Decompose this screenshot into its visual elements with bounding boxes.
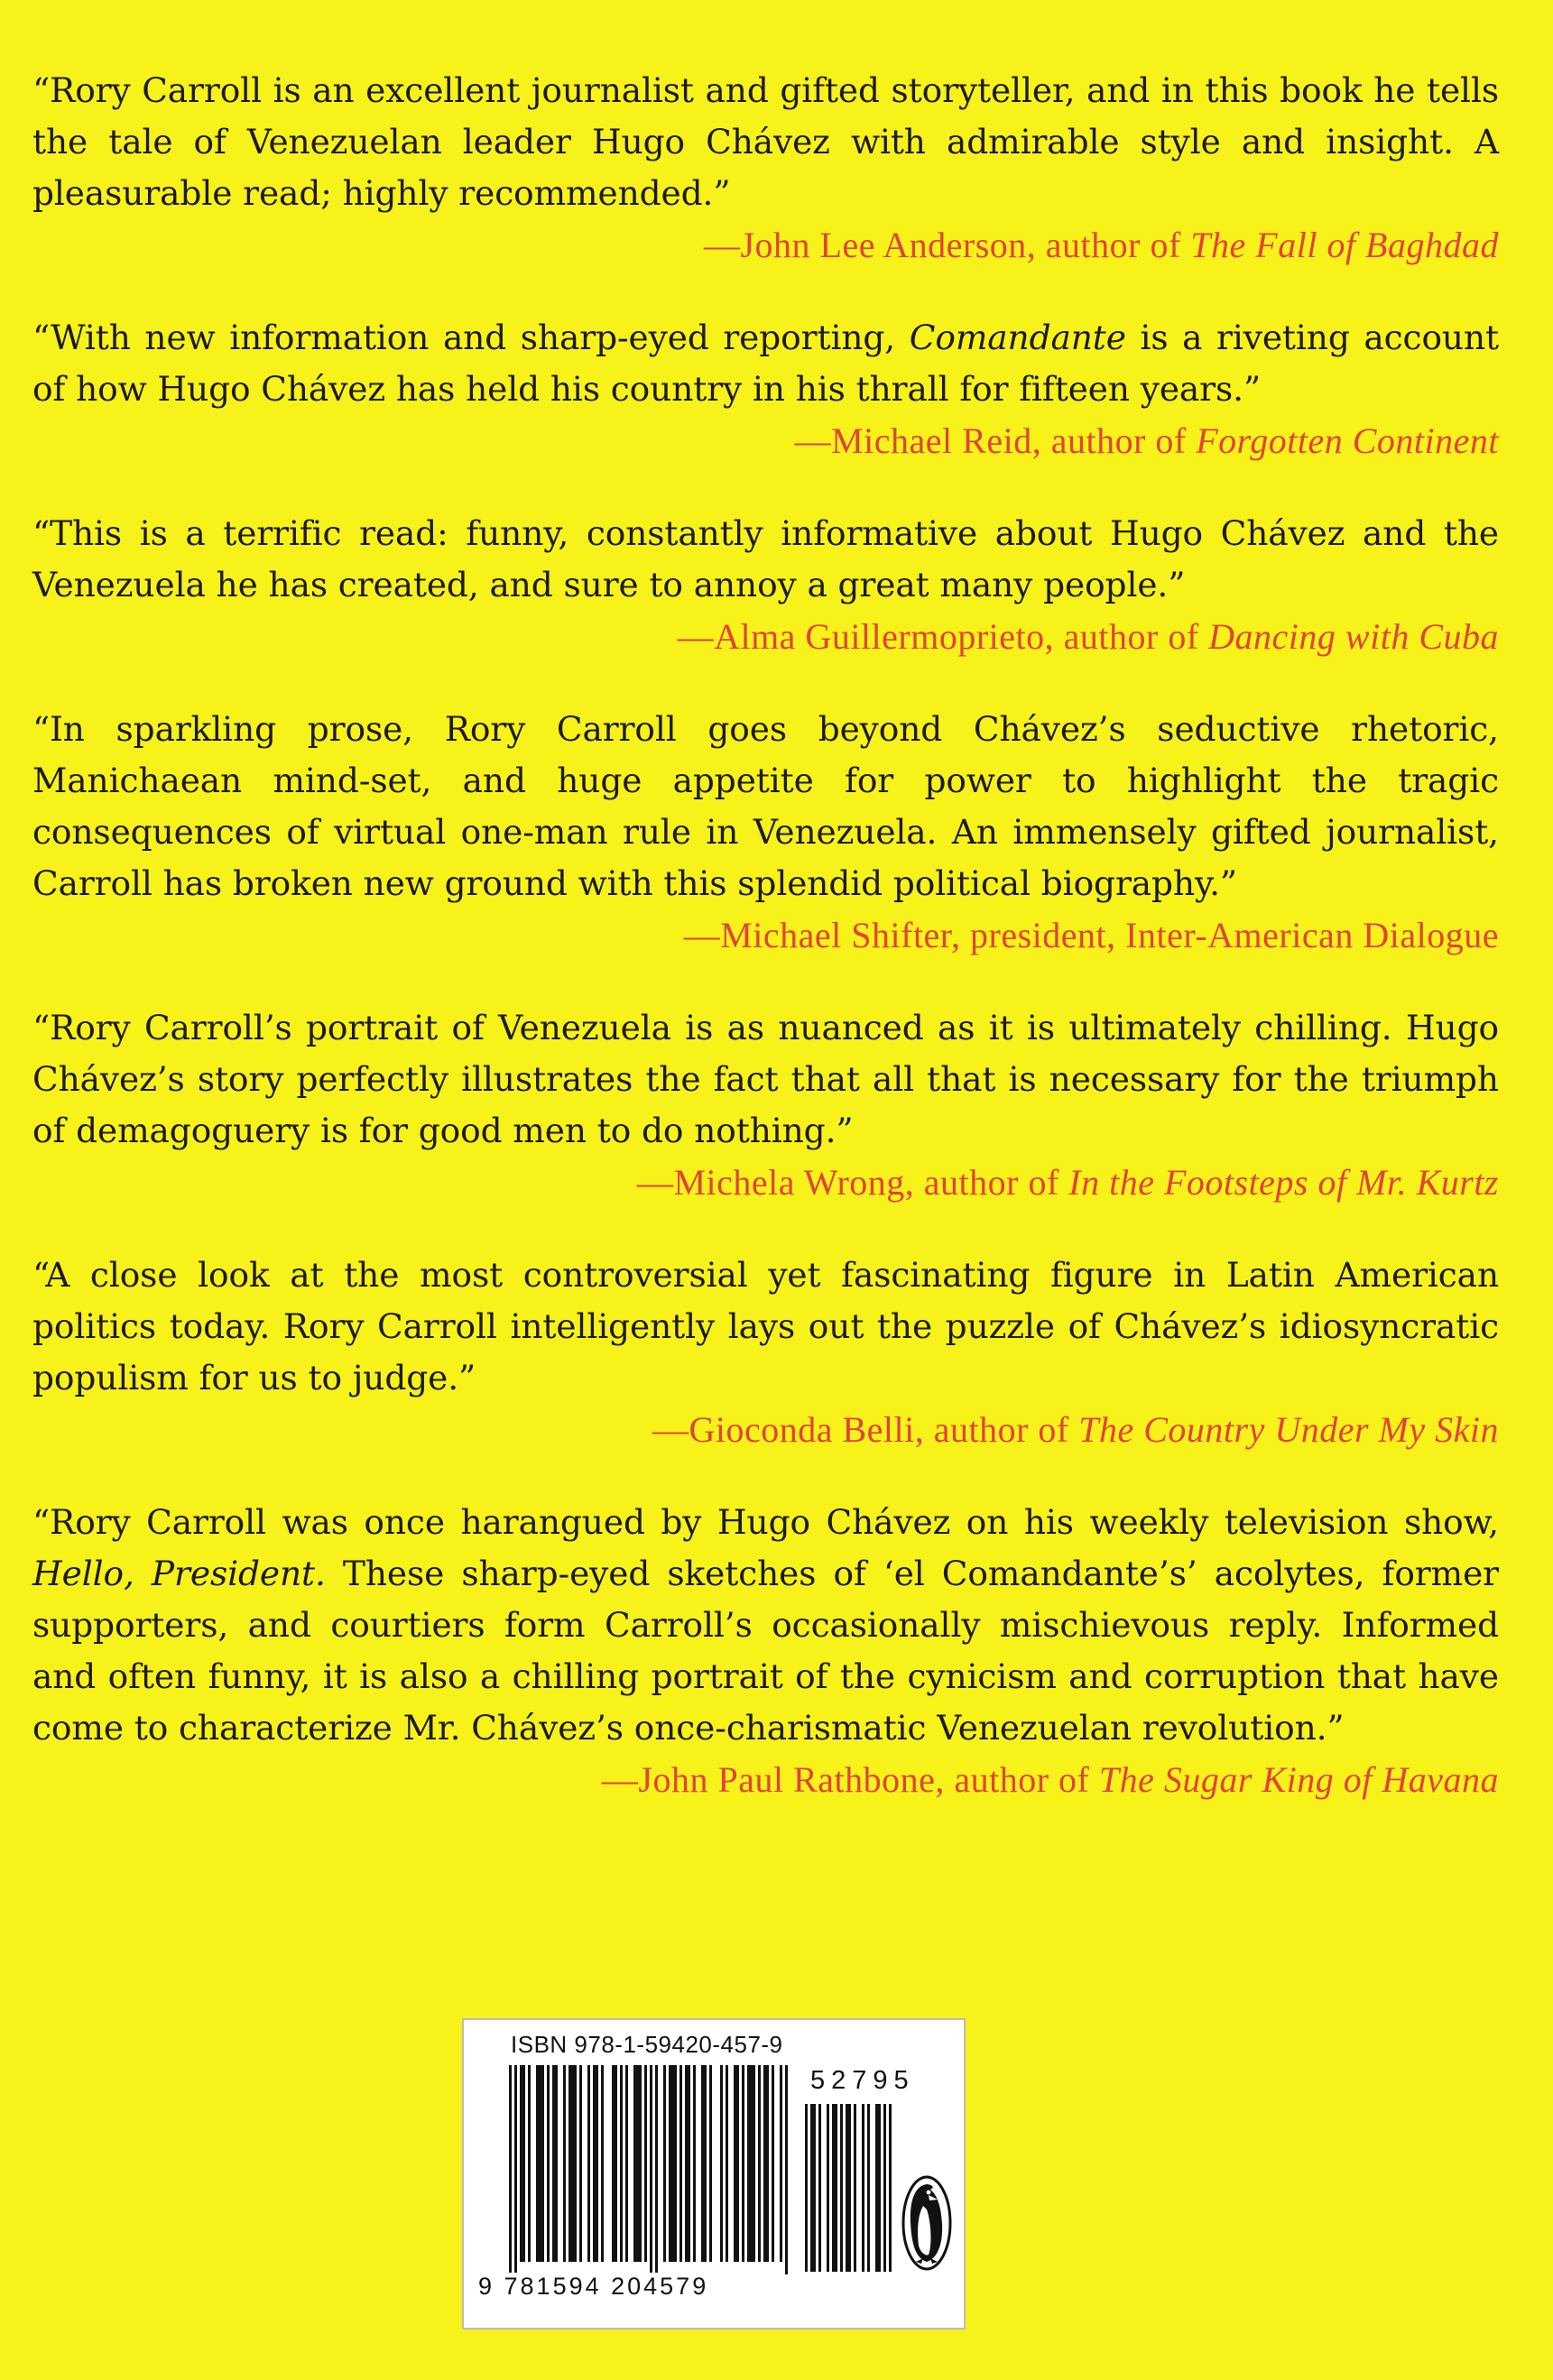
blurb-attribution <box>32 219 1499 271</box>
attribution-book: Dancing with Cuba <box>1208 616 1499 657</box>
blurb-quote <box>32 1497 1499 1754</box>
blurb-shifter <box>32 704 1499 961</box>
isbn-barcode-box <box>462 2018 966 2329</box>
attribution-author: —Alma Guillermoprieto, author of <box>677 616 1209 657</box>
attribution-author: —Gioconda Belli, author of <box>652 1409 1079 1450</box>
attribution-book: Forgotten Continent <box>1196 420 1499 461</box>
attribution-book: The Fall of Baghdad <box>1190 225 1499 265</box>
price-addon-digits: 52795 <box>810 2066 915 2095</box>
blurb-quote <box>32 312 1499 415</box>
quote-part: is a riveting account of how Hugo Chávez has held his country in his thrall for fifteen years.” <box>32 318 1499 409</box>
blurb-belli <box>32 1250 1499 1455</box>
penguin-logo-icon <box>901 2175 952 2271</box>
blurb-anderson <box>32 65 1499 271</box>
quote-part: These sharp-eyed sketches of ‘el Comandante’s’ acolytes, former supporters, and courtiers form Carroll’s occasionally mischievous reply. Informed and often funny, it is also a chilling portrait of the cynicism and corruption that have come to characterize Mr. Chávez’s once-charismatic Venezuelan revolution.” <box>32 1554 1500 1748</box>
quote-part: “With new information and sharp-eyed reporting, <box>32 318 910 357</box>
blurb-guillermoprieto <box>32 508 1499 662</box>
blurb-attribution <box>32 1754 1499 1805</box>
quote-book-title: Comandante <box>909 318 1126 357</box>
blurb-attribution <box>32 611 1499 662</box>
isbn-label: ISBN 978-1-59420-457-9 <box>511 2031 783 2058</box>
blurb-reid <box>32 312 1499 466</box>
blurb-rathbone <box>32 1497 1499 1805</box>
attribution-book: The Country Under My Skin <box>1078 1409 1499 1450</box>
attribution-author: —John Paul Rathbone, author of <box>601 1759 1099 1800</box>
attribution-author: —John Lee Anderson, author of <box>703 225 1191 265</box>
attribution-book: In the Footsteps of Mr. Kurtz <box>1068 1162 1499 1203</box>
quote-show-title: Hello, President. <box>32 1554 326 1593</box>
blurb-quote: “Rory Carroll’s portrait of Venezuela is as nuanced as it is ultimately chilling. Hugo Chávez’s story perfectly illustrates the fact that all that is necessary for the triumph of demagoguery is for good men to do nothing.” <box>32 1008 1499 1150</box>
barcode-number: 9 781594 204579 <box>478 2273 709 2300</box>
blurb-attribution <box>32 1404 1499 1455</box>
attribution-author: —Michael Reid, author of <box>794 420 1197 461</box>
quote-part: “Rory Carroll was once harangued by Hugo Chávez on his weekly television show, <box>32 1502 1499 1542</box>
blurb-attribution <box>32 1157 1499 1208</box>
blurb-wrong <box>32 1002 1499 1208</box>
blurb-list <box>32 65 1499 1847</box>
attribution-book: The Sugar King of Havana <box>1098 1759 1499 1800</box>
blurb-quote: “A close look at the most controversial yet fascinating figure in Latin American politics today. Rory Carroll intelligently lays out the puzzle of Chávez’s idiosyncratic populism for us to judge.” <box>32 1255 1499 1398</box>
blurb-quote: “This is a terrific read: funny, constantly informative about Hugo Chávez and the Venezuela he has created, and sure to annoy a great many people.” <box>32 513 1499 604</box>
blurb-attribution <box>32 415 1499 466</box>
attribution-author: —Michael Shifter, president, Inter-American Dialogue <box>683 915 1499 955</box>
ean-barcode <box>509 2065 798 2274</box>
price-addon-barcode <box>805 2104 892 2272</box>
attribution-author: —Michela Wrong, author of <box>636 1162 1069 1203</box>
blurb-attribution <box>32 909 1499 961</box>
blurb-quote: “Rory Carroll is an excellent journalist and gifted storyteller, and in this book he tells the tale of Venezuelan leader Hugo Chávez with admirable style and insight. A pleasurable read; highly recommended.” <box>32 70 1499 213</box>
blurb-quote: “In sparkling prose, Rory Carroll goes beyond Chávez’s seductive rhetoric, Manichaean mind-set, and huge appetite for power to highlight the tragic consequences of virtual one-man rule in Venezuela. An immensely gifted journalist, Carroll has broken new ground with this splendid political biography.” <box>32 709 1499 903</box>
